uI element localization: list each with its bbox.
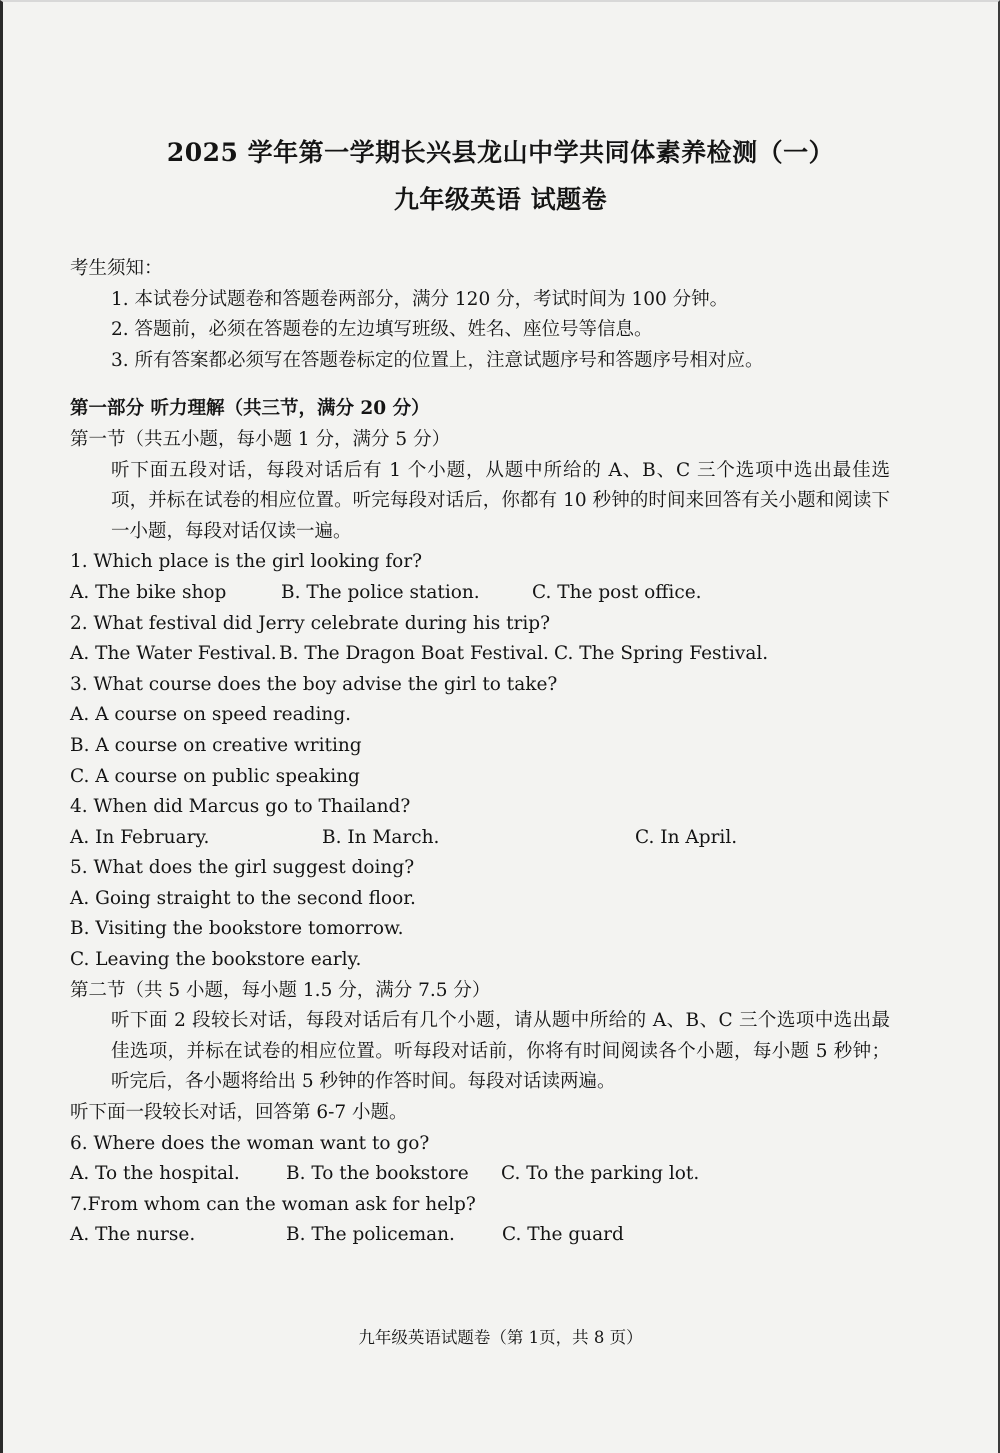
question-4-options: [70, 823, 890, 854]
option-a: A. A course on speed reading.: [70, 704, 352, 726]
option-c: C. The post office.: [532, 581, 702, 603]
option-a: A. The nurse.: [70, 1224, 196, 1246]
notice-heading: 考生须知：: [70, 258, 163, 279]
option-c: C. To the parking lot.: [501, 1163, 700, 1185]
option-b: B. To the bookstore: [286, 1163, 469, 1185]
question-4: 4. When did Marcus go to Thailand?: [70, 796, 411, 818]
dialog-intro: 听下面一段较长对话，回答第 6-7 小题。: [70, 1102, 408, 1124]
page-footer: 九年级英语试题卷（第 1页，共 8 页）: [358, 1328, 643, 1347]
question-3: 3. What course does the boy advise the girl to take?: [70, 673, 558, 695]
section2-instructions: 听下面 2 段较长对话，每段对话后有几个小题，请从题中所给的 A、B、C 三个选项中选出最佳选项，并标在试卷的相应位置。听每段对话前，你将有时间阅读各个小题，每小题 5 秒钟；听完后，各小题将给出 5 秒钟的作答时间。每段对话读两遍。: [111, 1010, 890, 1093]
question-2: 2. What festival did Jerry celebrate during his trip?: [70, 612, 551, 634]
option-c: C. In April.: [635, 826, 738, 848]
option-c: C. The guard: [502, 1224, 624, 1246]
option-a: A. The Water Festival.: [70, 643, 277, 665]
option-b: B. A course on creative writing: [70, 734, 362, 756]
notice-item: 3. 所有答案都必须写在答题卷标定的位置上，注意试题序号和答题序号相对应。: [111, 349, 764, 371]
question-7-options: [70, 1220, 890, 1251]
option-b: B. In March.: [322, 826, 440, 848]
exam-title: 2025 学年第一学期长兴县龙山中学共同体素养检测（一）: [166, 138, 835, 167]
question-7: 7.From whom can the woman ask for help?: [70, 1193, 476, 1215]
option-b: B. The policeman.: [286, 1224, 455, 1246]
exam-content: [70, 254, 890, 1251]
part1-title: 第一部分 听力理解（共三节，满分 20 分）: [70, 398, 430, 420]
question-1: 1. Which place is the girl looking for?: [70, 551, 423, 573]
question-5: 5. What does the girl suggest doing?: [70, 857, 415, 879]
notice-block: [70, 254, 890, 376]
question-6: 6. Where does the woman want to go?: [70, 1132, 430, 1154]
question-1-options: [70, 578, 890, 609]
option-a: A. Going straight to the second floor.: [70, 887, 416, 909]
option-a: A. In February.: [70, 826, 210, 848]
notice-item: 2. 答题前，必须在答题卷的左边填写班级、姓名、座位号等信息。: [111, 319, 653, 341]
section1-title: 第一节（共五小题，每小题 1 分，满分 5 分）: [70, 428, 451, 450]
option-c: C. The Spring Festival.: [554, 643, 769, 665]
option-c: C. Leaving the bookstore early.: [70, 949, 362, 971]
option-c: C. A course on public speaking: [70, 765, 360, 787]
option-a: A. To the hospital.: [70, 1163, 240, 1185]
option-a: A. The bike shop: [70, 581, 227, 603]
notice-item: 1. 本试卷分试题卷和答题卷两部分，满分 120 分，考试时间为 100 分钟。: [111, 288, 729, 310]
question-6-options: [70, 1159, 890, 1190]
option-b: B. Visiting the bookstore tomorrow.: [70, 918, 404, 940]
question-2-options: [70, 639, 890, 670]
exam-subtitle: 九年级英语 试题卷: [393, 185, 608, 214]
option-b: B. The police station.: [281, 581, 480, 603]
section2-title: 第二节（共 5 小题，每小题 1.5 分，满分 7.5 分）: [70, 979, 491, 1001]
option-b: B. The Dragon Boat Festival.: [279, 643, 549, 665]
section1-instructions: 听下面五段对话，每段对话后有 1 个小题，从题中所给的 A、B、C 三个选项中选出最佳选项，并标在试卷的相应位置。听完每段对话后，你都有 10 秒钟的时间来回答有关小题和阅读下一小题，每段对话仅读一遍。: [111, 459, 890, 542]
